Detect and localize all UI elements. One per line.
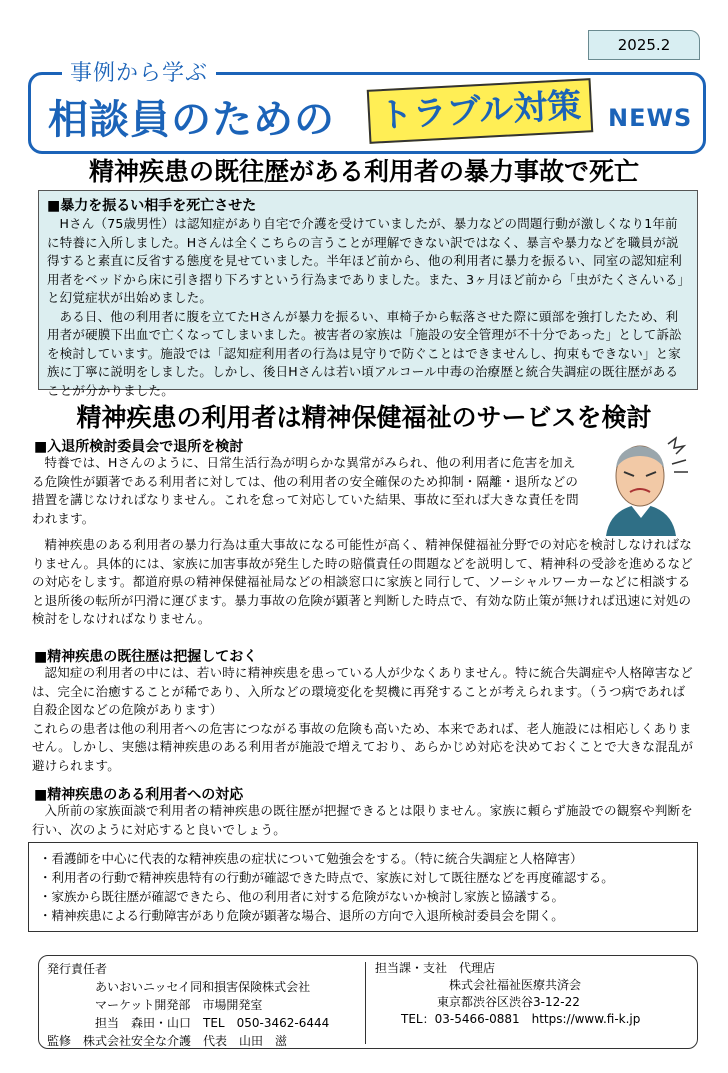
section-response: ■精神疾患のある利用者への対応 (34, 787, 244, 803)
section-history-p1: 認知症の利用者の中には、若い時に精神疾患を患っている人が少なくありません。特に統合失調症や人格障害などは、完全に治癒することが稀であり、入所などの環境変化を契機に再発することが考えられます。（うつ病であれば自殺企図などの危険があります） (32, 665, 693, 717)
supervisor: 監修 株式会社安全な介護 代表 山田 滋 (47, 1034, 288, 1048)
news-label: NEWS (608, 104, 693, 132)
trouble-badge: トラブル対策 (367, 78, 594, 144)
agency-address: 東京都渋谷区渋谷3-12-22 (437, 995, 580, 1009)
publisher-contact: 担当 森田・山口 TEL 050-3462-6444 (95, 1016, 330, 1030)
section-response-p1: 入所前の家族面談で利用者の精神疾患の既往歴が把握できるとは限りません。家族に頼らず施設での観察や判断を行い、次のように対応すると良いでしょう。 (32, 803, 693, 837)
article2-headline: 精神疾患の利用者は精神保健福祉のサービスを検討 (76, 403, 652, 432)
section-history: ■精神疾患の既往歴は把握しておく (34, 649, 258, 665)
section-exit-review-p2: 精神疾患のある利用者の暴力行為は重大事故になる可能性が高く、精神保健福祉分野での対応を検討しなければなりません。具体的には、家族に加害事故が発生した時の賠償責任の問題などを説明して、精神科の受診を進めるなどの対応をします。都道府県の精神保健福祉局などの相談窓口に家族と同行して、ソーシャルワーカーなどに相談すると退所後の転所が円滑に運びます。暴力事故の危険が顕著と判断した時点で、有効な防止策が無ければ迅速に対処の検討をしなければなりません。 (32, 537, 693, 626)
checklist-item: ・精神疾患による行動障害があり危険が顕著な場合、退所の方向で入退所検討委員会を開く。 (39, 908, 564, 923)
agency-label: 担当課・支社 代理店 (375, 961, 496, 975)
checklist-item: ・利用者の行動で精神疾患特有の行動が確認できた時点で、家族に対して既往歴などを再度確認する。 (39, 870, 614, 885)
section-exit-review-p2-wrap (32, 536, 696, 629)
publisher-info (47, 960, 329, 1050)
section-history-p2: これらの患者は他の利用者への危害につながる事故の危険も高いため、本来であれば、老人施設には相応しくありません。しかし、実態は精神疾患のある利用者が施設で増えており、あらかじめ対応を決めておくことで大きな混乱が避けられます。 (32, 720, 694, 773)
banner-subtitle: 事例から学ぶ (62, 56, 216, 87)
section-exit-review-p1: 特養では、Hさんのように、日常生活行為が明らかな異常がみられ、他の利用者に危害を加える危険性が顕著である利用者に対しては、他の利用者の安全確保のため抑制・隔離・退所などの措置を講じなければなりません。これを怠って対応していた結果、事故に至れば大きな責任を問われます。 (32, 455, 579, 526)
banner-title: 相談員のための (48, 97, 335, 143)
response-checklist (28, 842, 698, 932)
agency-contact: TEL：03-5466-0881 https://www.fi-k.jp (401, 1012, 641, 1026)
section-exit-review: ■入退所検討委員会で退所を検討 (34, 439, 244, 455)
publisher-footer (38, 955, 698, 1049)
section-history-body (32, 664, 696, 775)
case-body (47, 215, 689, 400)
article1-headline: 精神疾患の既往歴がある利用者の暴力事故で死亡 (88, 157, 639, 186)
case-paragraph-2: ある日、他の利用者に腹を立てたHさんが暴力を振るい、車椅子から転落させた際に頭部を強打したため、利用者が硬膜下出血で亡くなってしまいました。被害者の家族は「施設の安全管理が不十分であった」として訴訟を検討しています。施設では「認知症利用者の行為は見守りで防ぐことはできませんし、拘束もできない」と家族に丁寧に説明をしました。しかし、後日Hさんは若い頃アルコール中毒の治療歴と統合失調症の既往歴があることが分かりました。 (47, 308, 682, 398)
checklist-item: ・看護師を中心に代表的な精神疾患の症状について勉強会をする。（特に統合失調症と人格障害） (39, 851, 583, 866)
issue-date: 2025.2 (588, 30, 700, 60)
agency-info (375, 960, 640, 1028)
publisher-label: 発行責任者 (47, 962, 108, 976)
case-paragraph-1: Hさん（75歳男性）は認知症があり自宅で介護を受けていましたが、暴力などの問題行動が激しくなり1年前に特養に入所しました。Hさんは全くこちらの言うことが理解できない訳ではなく、暴言や暴力などを職員が説得すると素直に反省する態度を見せていました。半年ほど前から、他の利用者に暴力を振るい、同室の認知症利用者をベッドから床に引き摺り下ろすという行為までありました。また、3ヶ月ほど前から「虫がたくさんいる」と幻覚症状が出始めました。 (47, 216, 684, 305)
section-exit-review-p1-wrap (32, 454, 580, 528)
publisher-dept: マーケット開発部 市場開発室 (95, 998, 263, 1012)
angry-elderly-man-illustration (586, 434, 696, 536)
case-section-title: ■暴力を振るい相手を死亡させた (47, 198, 257, 214)
agency-name: 株式会社福祉医療共済会 (449, 978, 582, 992)
checklist-item: ・家族から既往歴が確認できたら、他の利用者に対する危険がないか検討し家族と協議する。 (39, 889, 565, 904)
footer-divider (365, 962, 366, 1044)
case-box (38, 190, 698, 398)
publisher-company: あいおいニッセイ同和損害保険株式会社 (95, 980, 311, 994)
section-response-body (32, 802, 696, 839)
